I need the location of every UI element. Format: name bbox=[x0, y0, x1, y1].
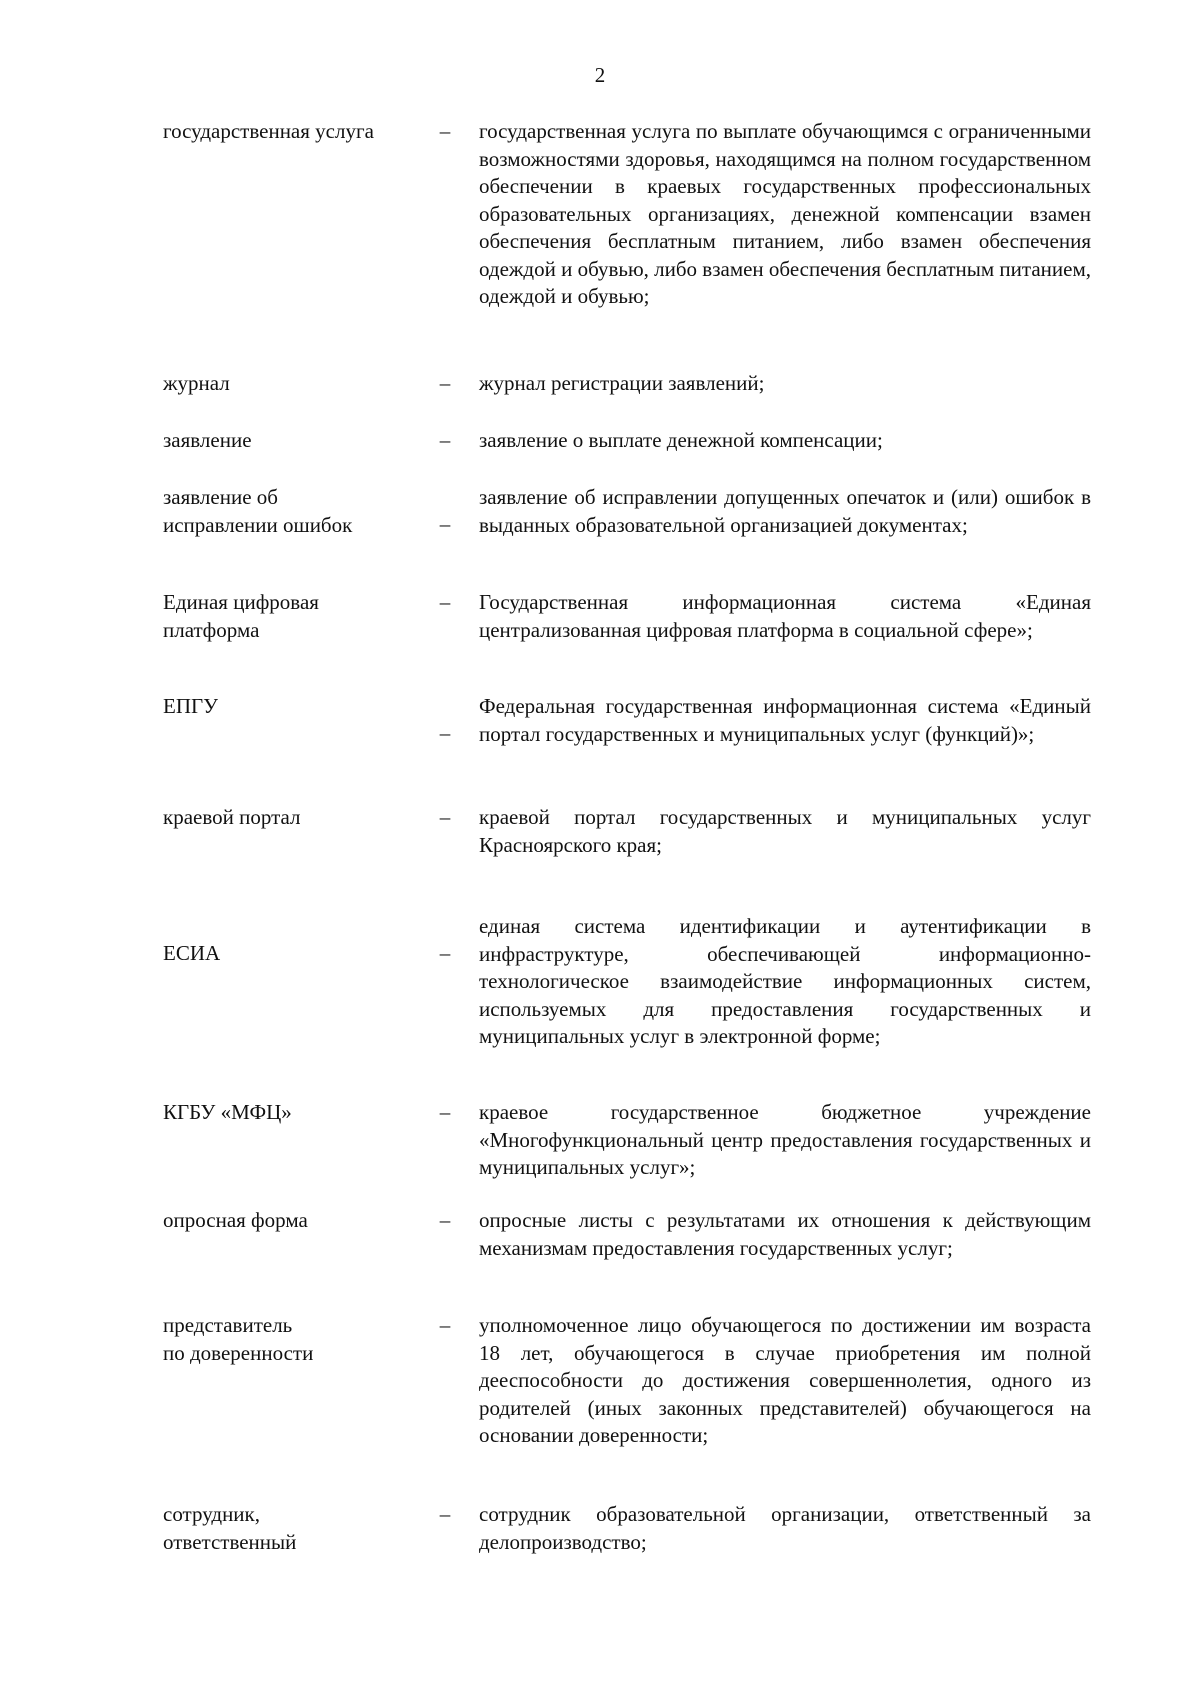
term: журнал bbox=[163, 371, 230, 395]
term: Единая цифровая платформа bbox=[163, 590, 319, 642]
definition-text: краевое государственное бюджетное учреждение «Многофункциональный центр предоставления государственных и муниципальных услуг»; bbox=[479, 1100, 1091, 1179]
page-number: 2 bbox=[594, 63, 606, 87]
definition-text: Федеральная государственная информационная система «Единый портал государственных и муниципальных услуг (функций)»; bbox=[479, 694, 1091, 746]
dash: – bbox=[439, 1208, 451, 1232]
definition-text: уполномоченное лицо обучающегося по достижении им возраста 18 лет, обучающегося в случае приобретения им полной дееспособности до достижения совершеннолетия, одного из родителей (иных законных представителей) обучающегося на основании доверенности; bbox=[479, 1313, 1091, 1447]
definition-text: Государственная информационная система «Единая централизованная цифровая платформа в социальной сфере»; bbox=[479, 590, 1091, 642]
term: заявление bbox=[163, 428, 252, 452]
dash: – bbox=[439, 1313, 451, 1337]
term: ЕСИА bbox=[163, 941, 221, 965]
definition-text: краевой портал государственных и муниципальных услуг Красноярского края; bbox=[479, 805, 1091, 857]
definition-text: государственная услуга по выплате обучающимся с ограниченными возможностями здоровья, находящимся на полном государственном обеспечении в краевых государственных профессиональных образовательных организациях, денежной компенсации взамен обеспечения бесплатным питанием, либо взамен обеспечения одеждой и обувью, либо взамен обеспечения бесплатным питанием, одеждой и обувью; bbox=[479, 119, 1091, 308]
dash: – bbox=[439, 119, 451, 143]
dash: – bbox=[439, 941, 451, 965]
dash: – bbox=[439, 512, 451, 536]
definition-text: единая система идентификации и аутентификации в инфраструктуре, обеспечивающей информационно-технологическое взаимодействие информационных систем, используемых для предоставления государственных и муниципальных услуг в электронной форме; bbox=[479, 914, 1091, 1048]
dash: – bbox=[439, 805, 451, 829]
dash: – bbox=[439, 590, 451, 614]
dash: – bbox=[439, 371, 451, 395]
dash: – bbox=[439, 428, 451, 452]
term: КГБУ «МФЦ» bbox=[163, 1100, 292, 1124]
definition-text: заявление о выплате денежной компенсации; bbox=[479, 428, 883, 452]
dash: – bbox=[439, 1100, 451, 1124]
definition-text: заявление об исправлении допущенных опечаток и (или) ошибок в выданных образовательной организацией документах; bbox=[479, 485, 1091, 537]
term: опросная форма bbox=[163, 1208, 308, 1232]
term: представитель по доверенности bbox=[163, 1313, 314, 1365]
definition-text: опросные листы с результатами их отношения к действующим механизмам предоставления государственных услуг; bbox=[479, 1208, 1091, 1260]
term: ЕПГУ bbox=[163, 694, 219, 718]
dash: – bbox=[439, 721, 451, 745]
term: сотрудник, ответственный bbox=[163, 1502, 297, 1554]
term: заявление об исправлении ошибок bbox=[163, 485, 353, 537]
term: государственная услуга bbox=[163, 119, 374, 143]
definition-text: сотрудник образовательной организации, ответственный за делопроизводство; bbox=[479, 1502, 1091, 1554]
dash: – bbox=[439, 1502, 451, 1526]
definition-text: журнал регистрации заявлений; bbox=[479, 371, 765, 395]
term: краевой портал bbox=[163, 805, 301, 829]
